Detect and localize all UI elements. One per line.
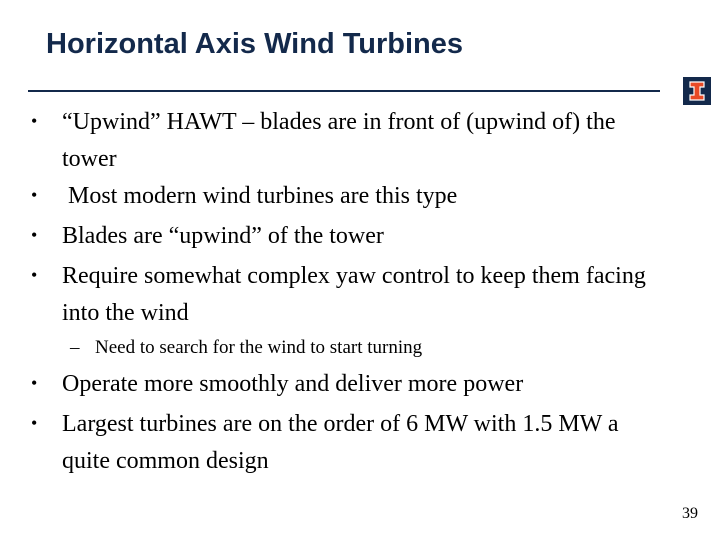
bullet-operate-smoothly xyxy=(31,366,662,403)
bullet-marker: • xyxy=(31,225,38,245)
bullet-text: Operate more smoothly and deliver more power xyxy=(62,371,524,397)
bullet-yaw-control xyxy=(31,258,662,332)
bullet-most-modern xyxy=(31,178,662,215)
bullet-marker: • xyxy=(31,373,38,393)
bullet-largest-turbines xyxy=(31,406,662,480)
bullet-text: Require somewhat complex yaw control to keep them facing into the wind xyxy=(62,263,646,326)
bullet-text: Most modern wind turbines are this type xyxy=(62,183,458,209)
slide-title: Horizontal Axis Wind Turbines xyxy=(46,28,464,60)
page-number: 39 xyxy=(682,505,698,522)
bullet-text: “Upwind” HAWT – blades are in front of (upwind of) the tower xyxy=(62,109,616,172)
bullet-marker: • xyxy=(31,111,38,131)
title-divider xyxy=(28,90,660,92)
sub-bullet-text: Need to search for the wind to start turning xyxy=(95,337,423,358)
bullet-marker: • xyxy=(31,265,38,285)
bullet-text: Blades are “upwind” of the tower xyxy=(62,223,384,249)
illinois-block-i-icon xyxy=(683,77,711,105)
bullet-blades-upwind xyxy=(31,218,662,255)
sub-bullet-marker: – xyxy=(70,337,80,358)
bullet-upwind-hawt xyxy=(31,104,662,178)
sub-bullet-search-wind xyxy=(70,335,655,361)
bullet-text: Largest turbines are on the order of 6 MW with 1.5 MW a quite common design xyxy=(62,411,619,474)
bullet-marker: • xyxy=(31,413,38,433)
bullet-marker: • xyxy=(31,185,38,205)
